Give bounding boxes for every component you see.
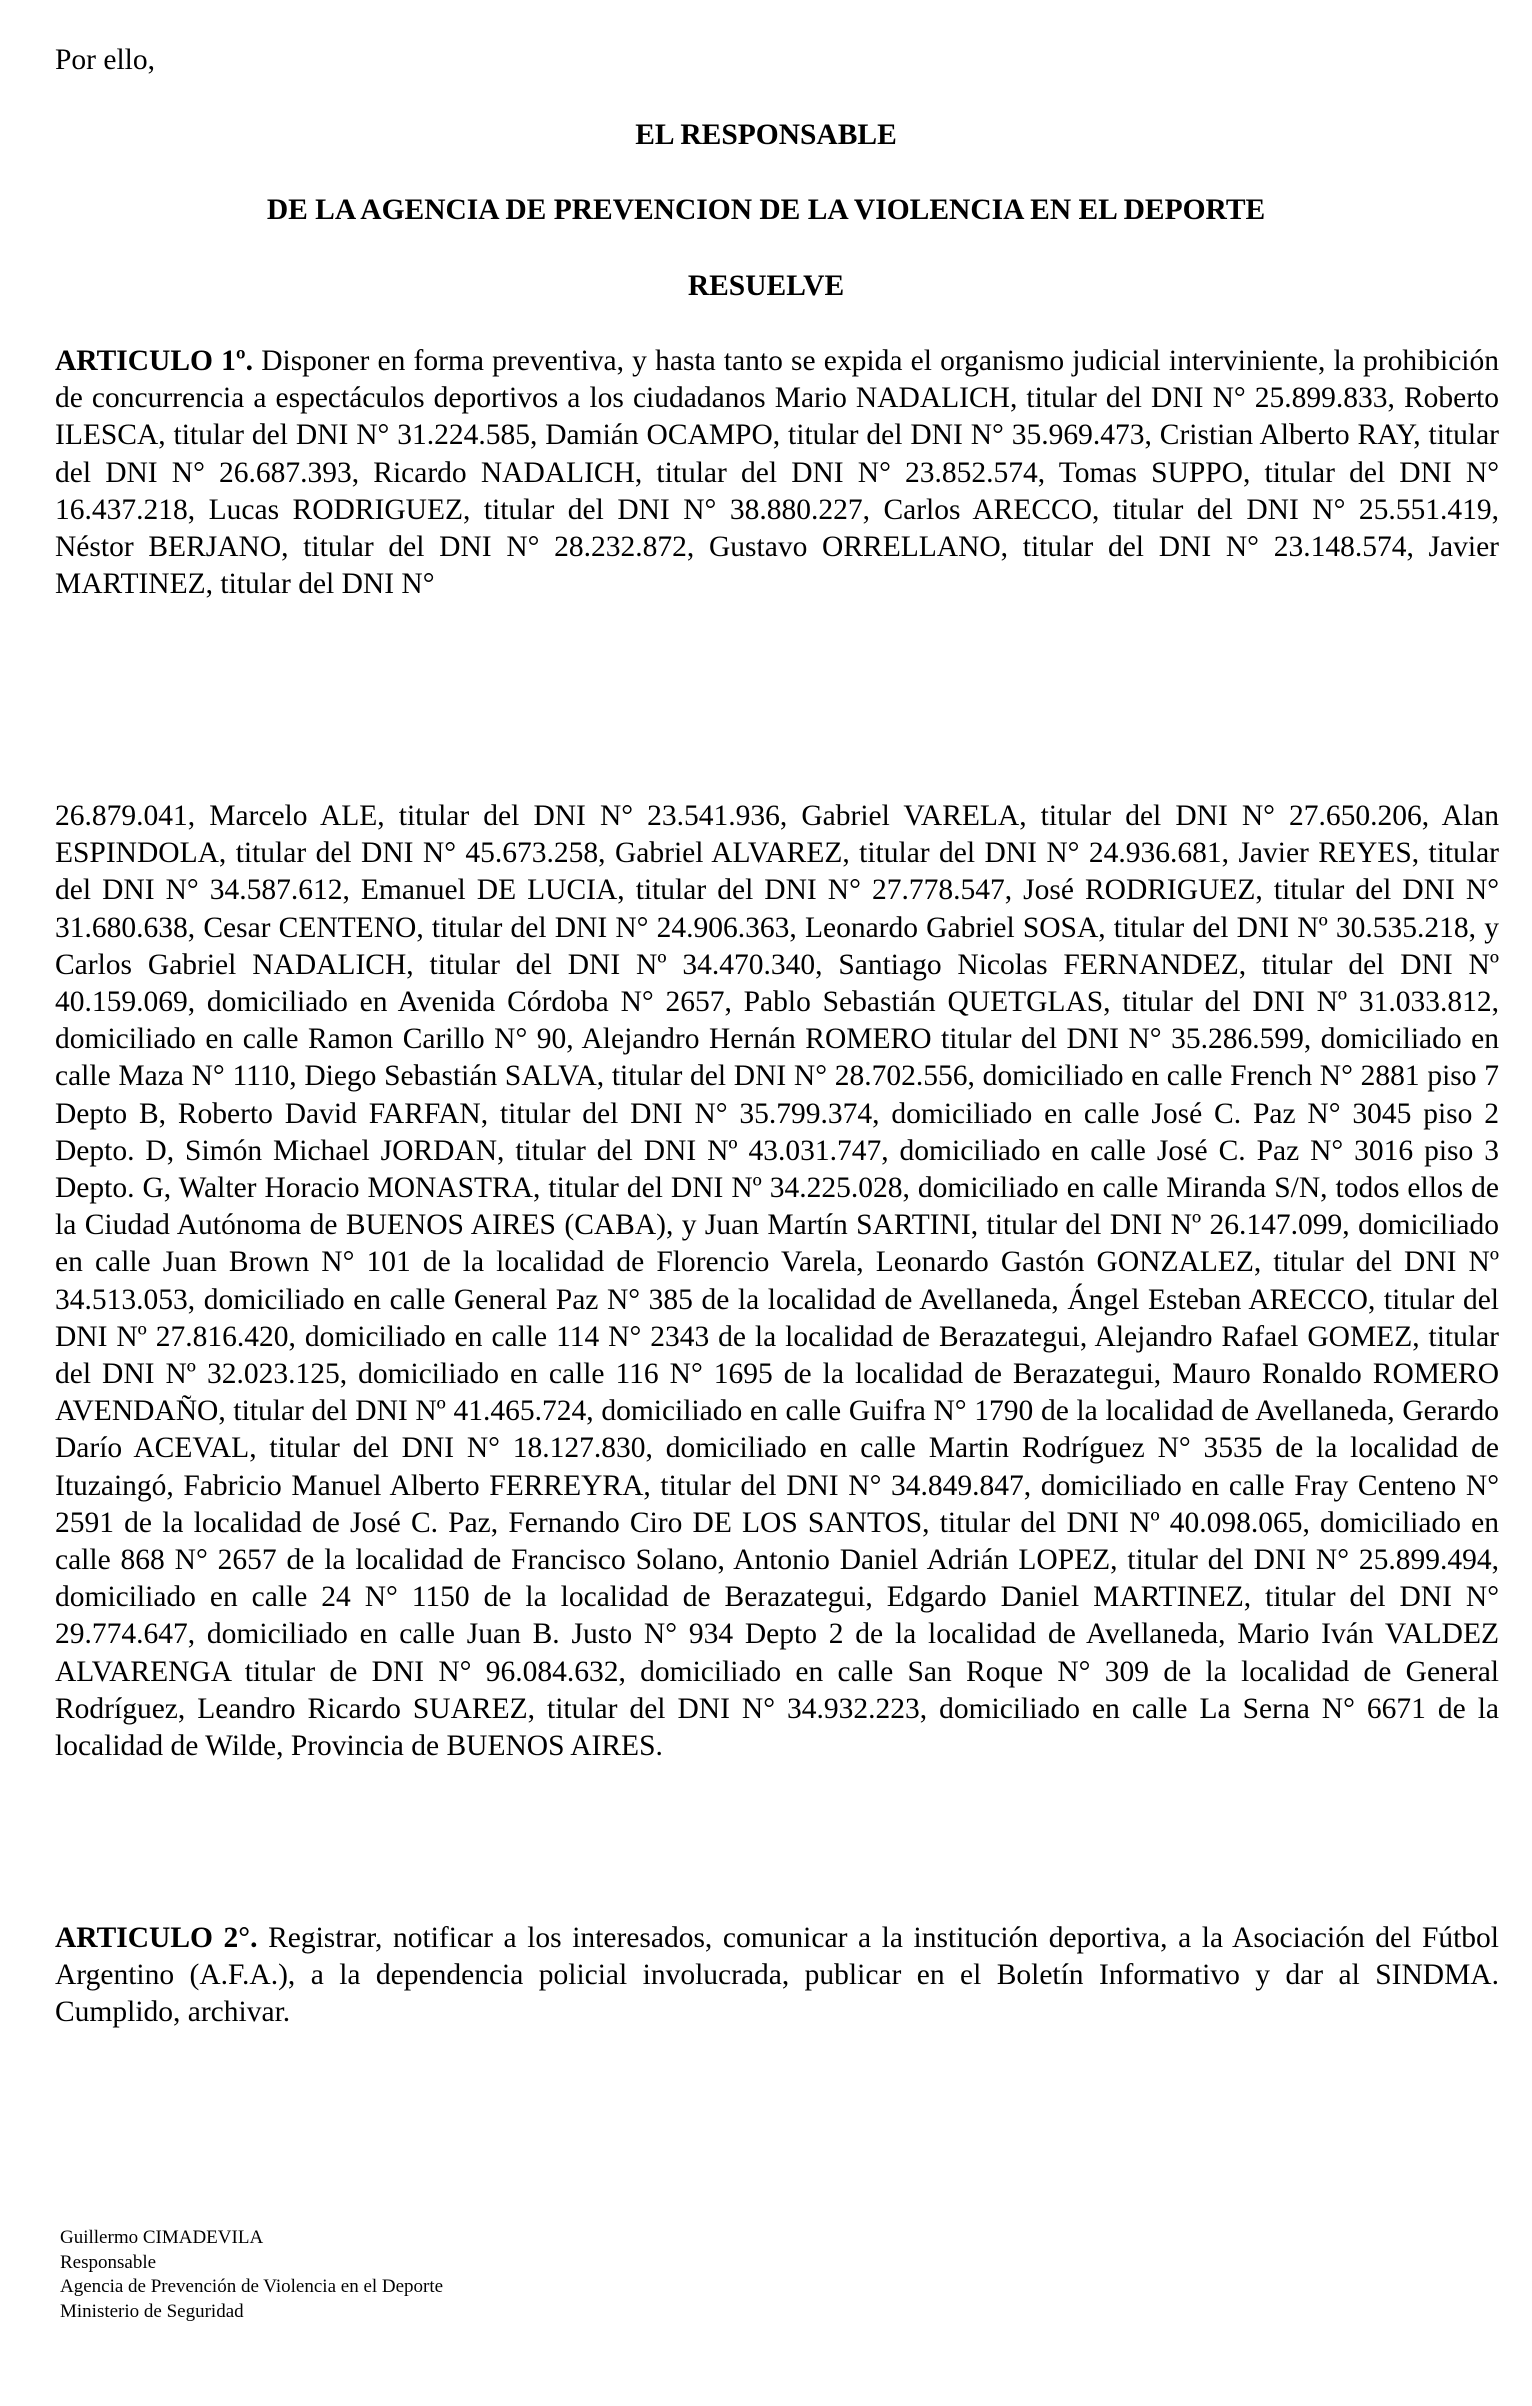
- signature-ministry: Ministerio de Seguridad: [60, 2300, 244, 2322]
- opening-text: Por ello,: [55, 44, 155, 76]
- article-1-text-part1: Disponer en forma preventiva, y hasta tanto se expida el organismo judicial interviniente, la prohibición de concurrencia a espectáculos deportivos a los ciudadanos Mario NADALICH, titular del DNI N° 25.899.833, Roberto ILESCA, titular del DNI N° 31.224.585, Damián OCAMPO, titular del DNI N° 35.969.473, Cristian Alberto RAY, titular del DNI N° 26.687.393, Ricardo NADALICH, titular del DNI N° 23.852.574, Tomas SUPPO, titular del DNI N° 16.437.218, Lucas RODRIGUEZ, titular del DNI N° 38.880.227, Carlos ARECCO, titular del DNI N° 25.551.419, Néstor BERJANO, titular del DNI N° 28.232.872, Gustavo ORRELLANO, titular del DNI N° 23.148.574, Javier MARTINEZ, titular del DNI N°: [55, 345, 1499, 601]
- article-2-label: ARTICULO 2°.: [55, 1922, 258, 1954]
- signature-role: Responsable: [60, 2251, 157, 2273]
- heading-responsable: EL RESPONSABLE: [635, 119, 897, 151]
- heading-resuelve: RESUELVE: [687, 270, 845, 302]
- signature-block: [60, 2226, 443, 2324]
- article-2-text: Registrar, notificar a los interesados, comunicar a la institución deportiva, a la Asociación del Fútbol Argentino (A.F.A.), a la dependencia policial involucrada, publicar en el Boletín Informativo y dar al SINDMA. Cumplido, archivar.: [55, 1922, 1499, 2029]
- heading-agency: DE LA AGENCIA DE PREVENCION DE LA VIOLENCIA EN EL DEPORTE: [266, 194, 1266, 226]
- article-1-continuation: 26.879.041, Marcelo ALE, titular del DNI N° 23.541.936, Gabriel VARELA, titular del DNI N° 27.650.206, Alan ESPINDOLA, titular del DNI N° 45.673.258, Gabriel ALVAREZ, titular del DNI N° 24.936.681, Javier REYES, titular del DNI N° 34.587.612, Emanuel DE LUCIA, titular del DNI N° 27.778.547, José RODRIGUEZ, titular del DNI N° 31.680.638, Cesar CENTENO, titular del DNI N° 24.906.363, Leonardo Gabriel SOSA, titular del DNI Nº 30.535.218, y Carlos Gabriel NADALICH, titular del DNI Nº 34.470.340, Santiago Nicolas FERNANDEZ, titular del DNI Nº 40.159.069, domiciliado en Avenida Córdoba N° 2657, Pablo Sebastián QUETGLAS, titular del DNI Nº 31.033.812, domiciliado en calle Ramon Carillo N° 90, Alejandro Hernán ROMERO titular del DNI N° 35.286.599, domiciliado en calle Maza N° 1110, Diego Sebastián SALVA, titular del DNI N° 28.702.556, domiciliado en calle French N° 2881 piso 7 Depto B, Roberto David FARFAN, titular del DNI N° 35.799.374, domiciliado en calle José C. Paz N° 3045 piso 2 Depto. D, Simón Michael JORDAN, titular del DNI Nº 43.031.747, domiciliado en calle José C. Paz N° 3016 piso 3 Depto. G, Walter Horacio MONASTRA, titular del DNI Nº 34.225.028, domiciliado en calle Miranda S/N, todos ellos de la Ciudad Autónoma de BUENOS AIRES (CABA), y Juan Martín SARTINI, titular del DNI Nº 26.147.099, domiciliado en calle Juan Brown N° 101 de la localidad de Florencio Varela, Leonardo Gastón GONZALEZ, titular del DNI Nº 34.513.053, domiciliado en calle General Paz N° 385 de la localidad de Avellaneda, Ángel Esteban ARECCO, titular del DNI Nº 27.816.420, domiciliado en calle 114 N° 2343 de la localidad de Berazategui, Alejandro Rafael GOMEZ, titular del DNI Nº 32.023.125, domiciliado en calle 116 N° 1695 de la localidad de Berazategui, Mauro Ronaldo ROMERO AVENDAÑO, titular del DNI Nº 41.465.724, domiciliado en calle Guifra N° 1790 de la localidad de Avellaneda, Gerardo Darío ACEVAL, titular del DNI N° 18.127.830, domiciliado en calle Martin Rodríguez N° 3535 de la localidad de Ituzaingó, Fabricio Manuel Alberto FERREYRA, titular del DNI N° 34.849.847, domiciliado en calle Fray Centeno N° 2591 de la localidad de José C. Paz, Fernando Ciro DE LOS SANTOS, titular del DNI Nº 40.098.065, domiciliado en calle 868 N° 2657 de la localidad de Francisco Solano, Antonio Daniel Adrián LOPEZ, titular del DNI N° 25.899.494, domiciliado en calle 24 N° 1150 de la localidad de Berazategui, Edgardo Daniel MARTINEZ, titular del DNI N° 29.774.647, domiciliado en calle Juan B. Justo N° 934 Depto 2 de la localidad de Avellaneda, Mario Iván VALDEZ ALVARENGA titular de DNI N° 96.084.632, domiciliado en calle San Roque N° 309 de la localidad de General Rodríguez, Leandro Ricardo SUAREZ, titular del DNI N° 34.932.223, domiciliado en calle La Serna N° 6671 de la localidad de Wilde, Provincia de BUENOS AIRES.: [55, 800, 1499, 1763]
- article-1-label: ARTICULO 1º.: [55, 345, 253, 377]
- signature-name: Guillermo CIMADEVILA: [60, 2227, 264, 2248]
- article-2-paragraph: [55, 1920, 1499, 2032]
- article-1-paragraph: [55, 343, 1499, 603]
- signature-agency: Agencia de Prevención de Violencia en el Deporte: [60, 2276, 444, 2297]
